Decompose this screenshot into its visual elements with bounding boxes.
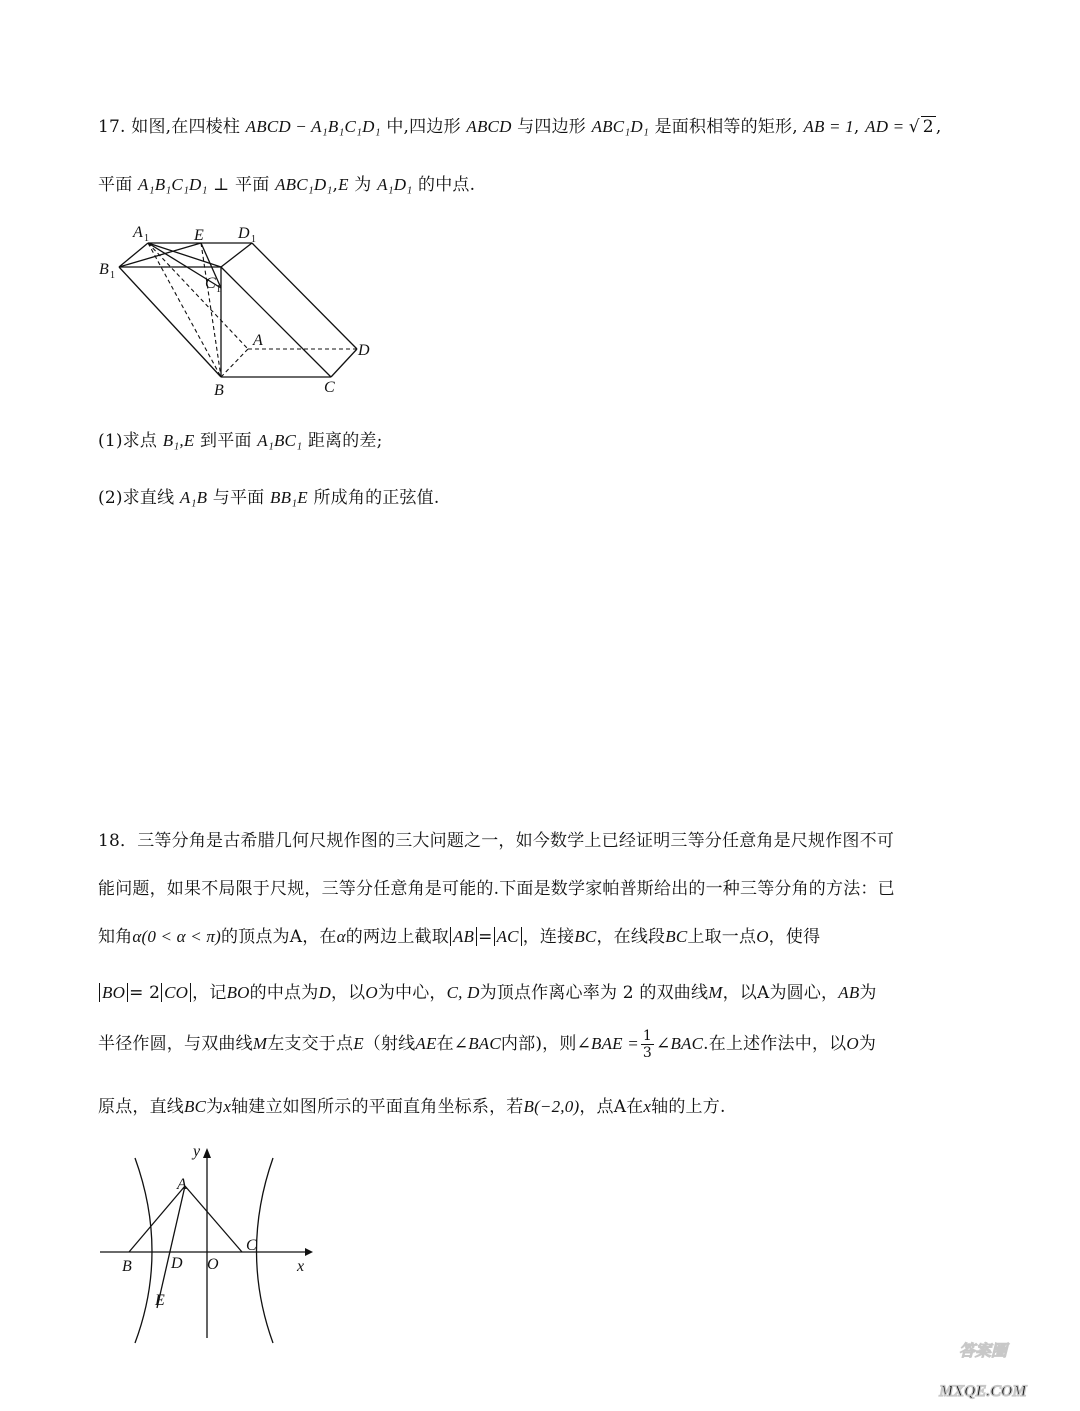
- svg-text:1: 1: [251, 234, 256, 245]
- label-c: C: [246, 1237, 257, 1254]
- q18-line1: 18．三等分角是古希腊几何尺规作图的三大问题之一，如今数学上已经证明三等分任意角是尺规作图不可: [98, 831, 895, 851]
- label-e: E: [155, 1292, 165, 1309]
- label-a: A: [253, 332, 263, 349]
- sqrt-symbol: √: [908, 117, 920, 137]
- label-c1: C: [205, 275, 216, 292]
- prism-figure: [95, 220, 385, 400]
- prism-name: ABCD − A₁B₁C₁D₁: [245, 117, 381, 136]
- label-e: E: [194, 227, 204, 244]
- label-d: D: [358, 342, 370, 359]
- label-b: B: [122, 1258, 132, 1275]
- label-d: D: [171, 1255, 183, 1272]
- label-b: B: [214, 382, 224, 399]
- q18-line6: 原点，直线BC为x轴建立如图所示的平面直角坐标系，若B(−2,0)，点A在x轴的上方.: [98, 1097, 726, 1117]
- svg-text:1: 1: [144, 233, 149, 244]
- svg-text:1: 1: [216, 284, 221, 295]
- q17-line1: 17. 如图,在四棱柱 ABCD − A₁B₁C₁D₁ 中,四边形 ABCD 与四边形 ABC₁D₁ 是面积相等的矩形, AB = 1, AD = √ 2 ,: [98, 117, 942, 137]
- label-a: A: [177, 1176, 187, 1193]
- label-d1: D: [238, 225, 250, 242]
- question-number: 17.: [98, 117, 126, 137]
- label-y-axis: y: [193, 1143, 201, 1160]
- q18-line2: 能问题，如果不局限于尺规，三等分任意角是可能的.下面是数学家帕普斯给出的一种三等分角的方法：已: [98, 879, 895, 899]
- q18-line4: BO = 2 CO ，记BO的中点为D，以O为中心，C, D为顶点作离心率为 2 的双曲线M，以A为圆心，AB为: [98, 978, 877, 1003]
- q18-line5: 半径作圆，与双曲线M左支交于点E（射线AE在∠BAC内部)，则∠BAE = $\frac{1}{3}$ ∠BAC.在上述作法中，以O为: [98, 1028, 877, 1061]
- site-watermark: [898, 1316, 1068, 1406]
- svg-text:1: 1: [110, 270, 115, 281]
- hyperbola-figure: [95, 1138, 325, 1348]
- label-a1: A: [133, 224, 143, 241]
- q18-line3: 知角α(0 < α < π)的顶点为A，在α的两边上截取 AB = AC ，连接BC，在线段BC上取一点O，使得: [98, 927, 821, 947]
- label-b1: B: [99, 261, 109, 278]
- label-c: C: [324, 379, 335, 396]
- q17-part1: (1)求点 B₁,E 到平面 A₁BC₁ 距离的差;: [98, 431, 383, 451]
- watermark-text-top: 答案圈: [958, 1343, 1008, 1360]
- q17-line2: 平面 A₁B₁C₁D₁ ⊥ 平面 ABC₁D₁,E 为 A₁D₁ 的中点.: [98, 175, 476, 195]
- watermark-text-bottom: MXQE.COM: [939, 1383, 1027, 1400]
- label-x-axis: x: [297, 1258, 305, 1275]
- q17-part2: (2)求直线 A₁B 与平面 BB₁E 所成角的正弦值.: [98, 488, 440, 508]
- fraction-one-third: $\frac{1}{3}$: [642, 1028, 652, 1061]
- label-o: O: [207, 1256, 219, 1273]
